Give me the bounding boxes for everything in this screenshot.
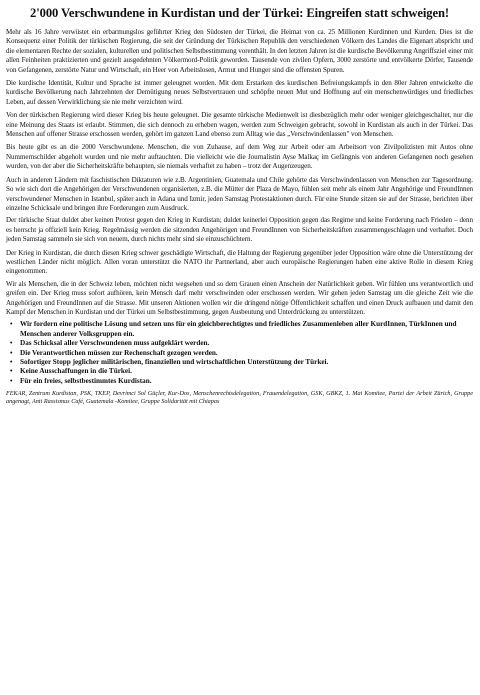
paragraph-disappeared: Bis heute gibt es an die 2000 Verschwundene. Menschen, die von Zuhause, auf dem Weg zur Arbeit oder am Arbeitsort von Zivilpolizisten mit Autos ohne Nummernschilder abgeholt wurden und nie mehr auftauchten. Die vielleicht wie die Journalistin Ayse Malkaç im Gefängnis von anderen Gefangenen noch gesehen wurden, von der aber die Sicherheitskräfte behaupten, sie niemals verhaftet zu haben – trotz der Augenzeugen. bbox=[6, 143, 473, 171]
demand-item bbox=[10, 376, 473, 386]
paragraph-intro: Mehr als 16 Jahre verwüstet ein erbarmungslos geführter Krieg den Südosten der Türkei, die Heimat von ca. 25 Millionen Kurdinnen und Kurden. Dies ist die Konsequenz einer Politik der türkischen Regierung, die seit der Gründung der Türkischen Republik den verschiedenen Völkern des Landes die Eigenart abspricht und die elementaren Rechte der sozialen, kulturellen und politischen Selbstbestimmung vorenthält. In den letzten Jahren ist die kurdische Bevölkerung Angriffsziel einer mit allen Feinheiten praktizierten und gezielt ausgedehnten Völkermord-Politik geworden. Tausende von zivilen Opfern, 3000 zerstörte und entvölkerte Dörfer, Tausende von Gefangenen, zerstörte Natur und Wirtschaft, ein Heer von Arbeitslosen, Armut und Hunger sind die offensten Spuren. bbox=[6, 28, 474, 74]
bullet-icon: • bbox=[10, 358, 13, 366]
demand-text: Für ein freies, selbstbestimmtes Kurdistan. bbox=[20, 376, 152, 385]
demand-text: Sofortiger Stopp jeglicher militärischen, finanziellen und wirtschaftlichen Unterstützung der Türkei. bbox=[20, 358, 329, 366]
demand-text: Keine Ausschaffungen in die Türkei. bbox=[20, 367, 132, 376]
demands-list bbox=[6, 320, 473, 386]
paragraph-switzerland: Wir als Menschen, die in der Schweiz leben, möchten nicht wegsehen und so dem Grauen einen Anschein der Natürlichkeit geben. Wir fühlen uns verantwortlich und greifen ein. Der Krieg muss sofort aufhören, kein Mensch darf mehr verschwinden oder erschossen werden. Wir gehen jeden Samstag um die gleiche Zeit wie die Angehörigen und FreundInnen auf die Strasse. Mit unseren Aktionen wollen wir die dringend nötige Öffentlichkeit schaffen und einen Druck aufbauen und damit den Kampf der Menschen in Kurdistan und der Türkei um Selbstbestimmung, gegen Ausbeutung und Unterdrückung zu unterstützen. bbox=[6, 279, 473, 316]
demand-item bbox=[10, 339, 473, 348]
paragraph-identity: Die kurdische Identität, Kultur und Sprache ist immer geleugnet worden. Mit dem Erstarken des kurdischen Befreiungskampfs in den 80er Jahren entwickelte die kurdische Bevölkerung nach Jahrzehnten der Demütigung neues Selbstvertrauen und schöpfte neuen Mut und Hoffnung auf ein menschenwürdiges und friedliches Leben, auf dessen Verwirklichung sie nie mehr verzichten wird. bbox=[6, 79, 473, 106]
demand-item bbox=[10, 367, 473, 376]
paragraph-western-support: Der Krieg in Kurdistan, die durch diesen Krieg schwer geschädigte Wirtschaft, die Haltung der Regierung gegenüber jeder Opposition wäre ohne die Unterstützung der westlichen Länder nicht möglich. Allen voran unterstützt die NATO ihr Partnerland, aber auch europäische Regierungen haben eine aktive Rolle in diesem Krieg eingenommen. bbox=[6, 248, 473, 276]
demand-item bbox=[10, 348, 473, 358]
bullet-icon: • bbox=[10, 348, 13, 357]
bullet-icon: • bbox=[10, 367, 13, 376]
paragraph-other-countries: Auch in anderen Ländern mit faschistischen Diktaturen wie z.B. Argentinien, Guatemala und Chile gehörte das Verschwindenlassen von Menschen zur Tagesordnung. So wie sich dort die Angehörigen der Verschwundenen organisierten, z.B. die Mütter der Plaza de Mayo, fühlen seit mehr als einem Jahr Angehörige und FreundInnen verschwundener Menschen in Istanbul, später auch in Adana und Izmir, jeden Samstag Protestaktionen durch. Für eine Stunde sitzen sie auf der Strasse, berichten über einzelne Schicksale und bringen ihre Forderungen zum Ausdruck. bbox=[6, 175, 473, 212]
paragraph-denial: Von der türkischen Regierung wird dieser Krieg bis heute geleugnet. Die gesamte türkische Medienwelt ist diesbezüglich mehr oder weniger gleichgeschaltet, nur die eine Meinung des Staats ist erlaubt. Stimmen, die sich dennoch zu erheben wagen, werden zum Schweigen gebracht, sowohl in Kurdistan als auch in der Türkei. Das Menschen auf offener Strasse erschossen werden, gehört im ganzen Land ebenso zum Alltag wie das „Verschwindenlassen" von Menschen. bbox=[6, 111, 473, 139]
bullet-icon: • bbox=[10, 376, 13, 385]
bullet-icon: • bbox=[10, 339, 13, 348]
paragraph-state-repression: Der türkische Staat duldet aber keinen Protest gegen den Krieg in Kurdistan; duldet keinerlei Opposition gegen das Regime und keine Forderung nach Frieden – denn es herrscht ja offiziell kein Krieg. Regelmässig werden die sitzenden Angehörigen und FreundInnen von Sicherheitskräften zusammengeschlagen und verhaftet. Doch jeden Samstag sammeln sie sich von neuem, durch nichts mehr sind sie einzuschüchtern. bbox=[6, 216, 473, 244]
document-title: 2'000 Verschwundene in Kurdistan und der Türkei: Eingreifen statt schweigen! bbox=[30, 6, 449, 20]
demand-item bbox=[10, 320, 473, 339]
demand-text: Die Verantwortlichen müssen zur Rechenschaft gezogen werden. bbox=[20, 348, 218, 357]
signatories-list: FEKAR, Zentrum Kurdistan, PSK, TKEP, Devrimci Sol Güçler, Kur-Dos, Menschenrechtsdelegation, Frauendelegation, GSK, GBKZ, 1. Mai Komitee, Partei der Arbeit Zürich, Gruppe angenagt, Anti Rassismus Café, Guatemala -Komitee, Gruppe Solidarität mit Chiapas bbox=[6, 390, 473, 406]
bullet-icon: • bbox=[10, 320, 13, 329]
demand-item bbox=[10, 358, 473, 367]
demand-text: Das Schicksal aller Verschwundenen muss aufgeklärt werden. bbox=[20, 339, 210, 348]
demand-text: Wir fordern eine politische Lösung und setzen uns für ein gleichberechtigtes und friedliches Zusammenleben aller KurdInnen, TürkInnen und Menschen anderer Volksgruppen ein. bbox=[20, 320, 457, 338]
